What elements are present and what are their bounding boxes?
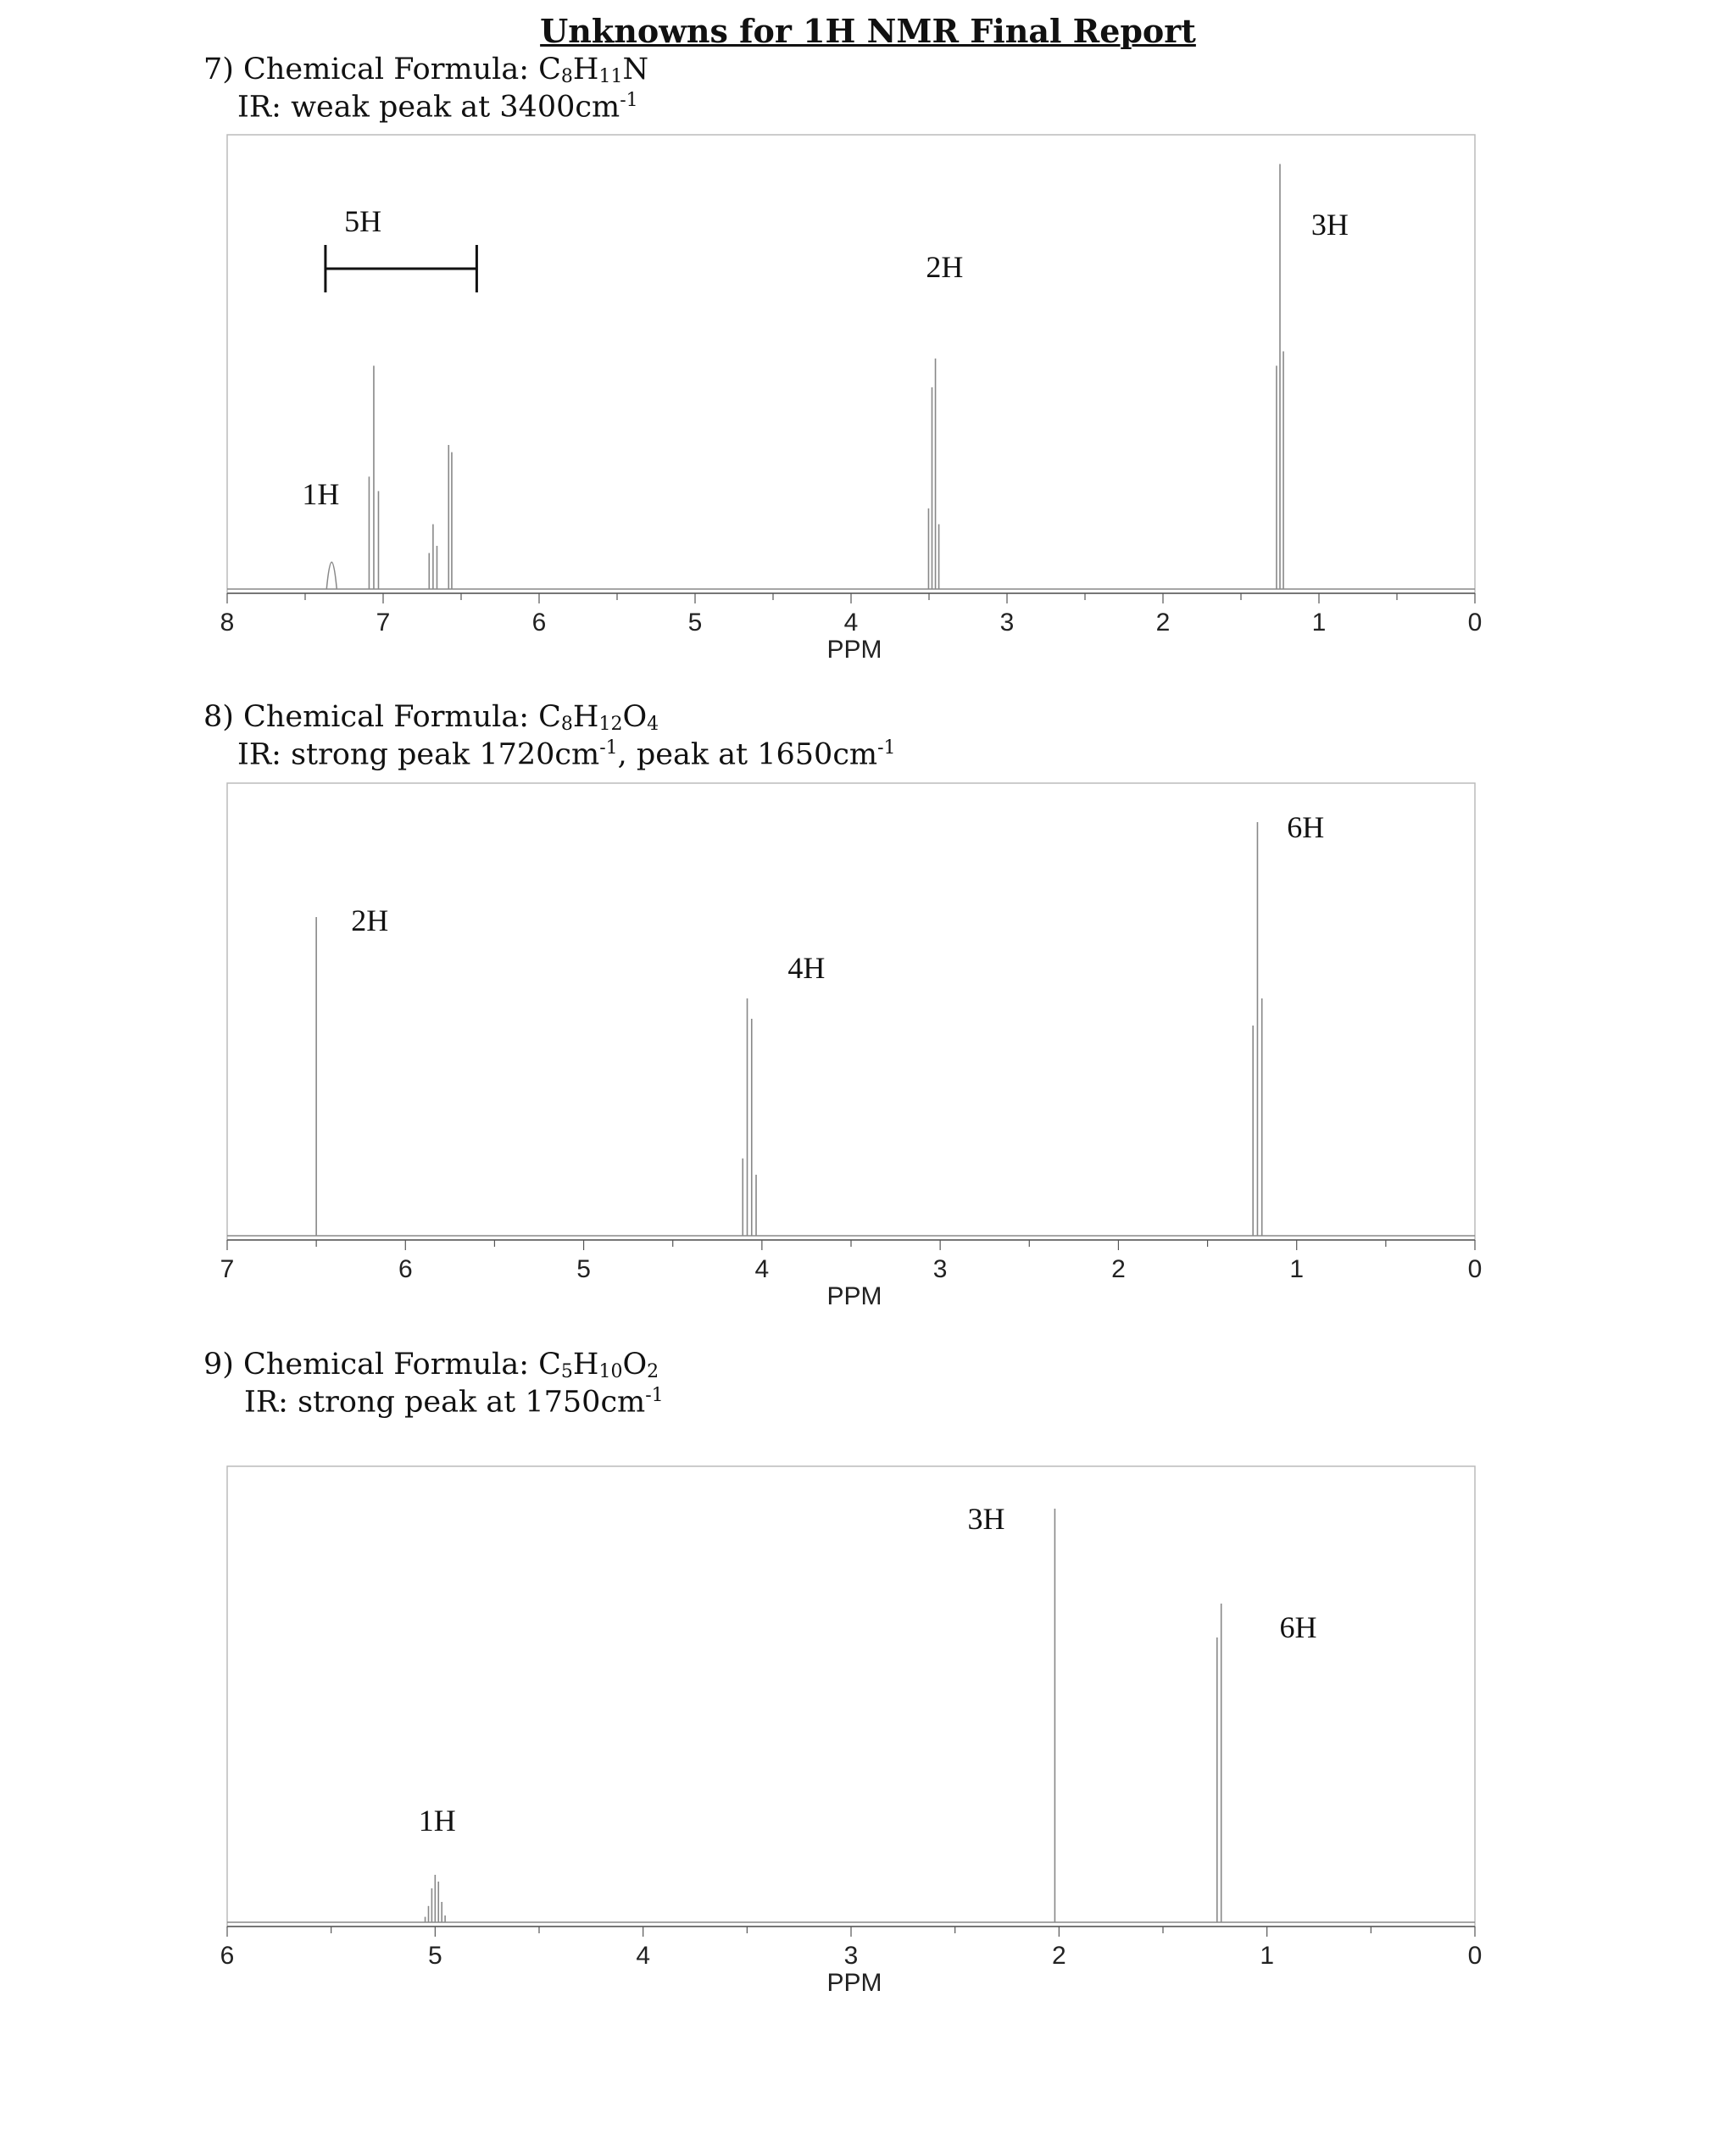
nmr-spectrum-8 (0, 780, 1736, 1339)
formula-8 (203, 700, 659, 735)
x-tick-label: 7 (376, 609, 391, 637)
x-tick-label: 7 (220, 1255, 235, 1283)
integration-label: 2H (351, 903, 389, 937)
formula-sub: 8 (560, 714, 573, 735)
plot-frame (227, 1466, 1475, 1927)
x-tick-label: 8 (220, 609, 235, 637)
plot-frame (227, 783, 1475, 1240)
x-tick-label: 0 (1467, 609, 1483, 637)
ir-sup: -1 (645, 1385, 664, 1406)
x-tick-label: 5 (687, 609, 703, 637)
ir-9 (244, 1385, 664, 1420)
formula-label: 7) Chemical Formula: C (203, 53, 561, 86)
integration-label: 1H (302, 477, 340, 511)
integration-label: 5H (344, 204, 382, 238)
formula-sub: 8 (560, 66, 573, 87)
ir-sup: -1 (620, 90, 638, 111)
x-tick-label: 2 (1111, 1255, 1126, 1283)
ir-text: IR: strong peak at 1750cm (244, 1385, 646, 1420)
x-axis-label: PPM (826, 1282, 882, 1310)
x-tick-label: 3 (932, 1255, 948, 1283)
x-tick-label: 6 (220, 1942, 235, 1970)
formula-7 (203, 53, 648, 87)
formula-sub: 11 (598, 66, 623, 87)
x-tick-label: 3 (999, 609, 1015, 637)
ir-sup: -1 (877, 737, 896, 759)
formula-el: O (622, 700, 648, 734)
x-tick-label: 0 (1467, 1255, 1483, 1283)
x-axis-label: PPM (826, 636, 882, 664)
ir-sup: -1 (599, 737, 618, 759)
nmr-spectrum-9 (0, 1458, 1736, 2000)
integration-label: 3H (967, 1502, 1005, 1536)
x-tick-label: 1 (1260, 1942, 1275, 1970)
x-tick-label: 2 (1051, 1942, 1066, 1970)
integration-label: 1H (418, 1804, 456, 1838)
x-tick-label: 1 (1311, 609, 1327, 637)
ir-7 (237, 90, 638, 125)
formula-label: 9) Chemical Formula: C (203, 1348, 561, 1382)
formula-el: H (572, 700, 599, 734)
ir-tail: , peak at 1650cm (617, 737, 878, 772)
x-tick-label: 4 (754, 1255, 770, 1283)
integration-label: 3H (1310, 208, 1349, 242)
formula-sub: 12 (598, 714, 623, 735)
integration-label: 6H (1279, 1610, 1317, 1644)
ir-text: IR: weak peak at 3400cm (237, 90, 620, 125)
nmr-spectrum-7 (0, 131, 1736, 691)
x-tick-label: 2 (1155, 609, 1171, 637)
formula-sub: 4 (647, 714, 659, 735)
formula-sub: 10 (598, 1361, 623, 1382)
formula-label: 8) Chemical Formula: C (203, 700, 561, 734)
x-tick-label: 1 (1289, 1255, 1305, 1283)
x-tick-label: 6 (398, 1255, 413, 1283)
x-axis-label: PPM (826, 1969, 882, 1997)
x-tick-label: 5 (576, 1255, 591, 1283)
integration-label: 2H (926, 250, 964, 284)
integration-label: 4H (787, 951, 826, 985)
formula-el: O (622, 1348, 648, 1382)
formula-el: H (572, 1348, 599, 1382)
formula-el: N (622, 53, 649, 86)
x-tick-label: 6 (531, 609, 547, 637)
integration-label: 6H (1287, 810, 1325, 844)
formula-el: H (572, 53, 599, 86)
formula-9 (203, 1348, 659, 1382)
x-tick-label: 3 (843, 1942, 859, 1970)
x-tick-label: 0 (1467, 1942, 1483, 1970)
ir-8 (237, 737, 896, 772)
ir-text: IR: strong peak 1720cm (237, 737, 600, 772)
x-tick-label: 5 (427, 1942, 442, 1970)
page-title: Unknowns for 1H NMR Final Report (540, 12, 1196, 50)
x-tick-label: 4 (636, 1942, 651, 1970)
nmr-peak (326, 562, 337, 589)
formula-sub: 2 (647, 1361, 659, 1382)
formula-sub: 5 (560, 1361, 573, 1382)
x-tick-label: 4 (843, 609, 859, 637)
plot-frame (227, 135, 1475, 593)
